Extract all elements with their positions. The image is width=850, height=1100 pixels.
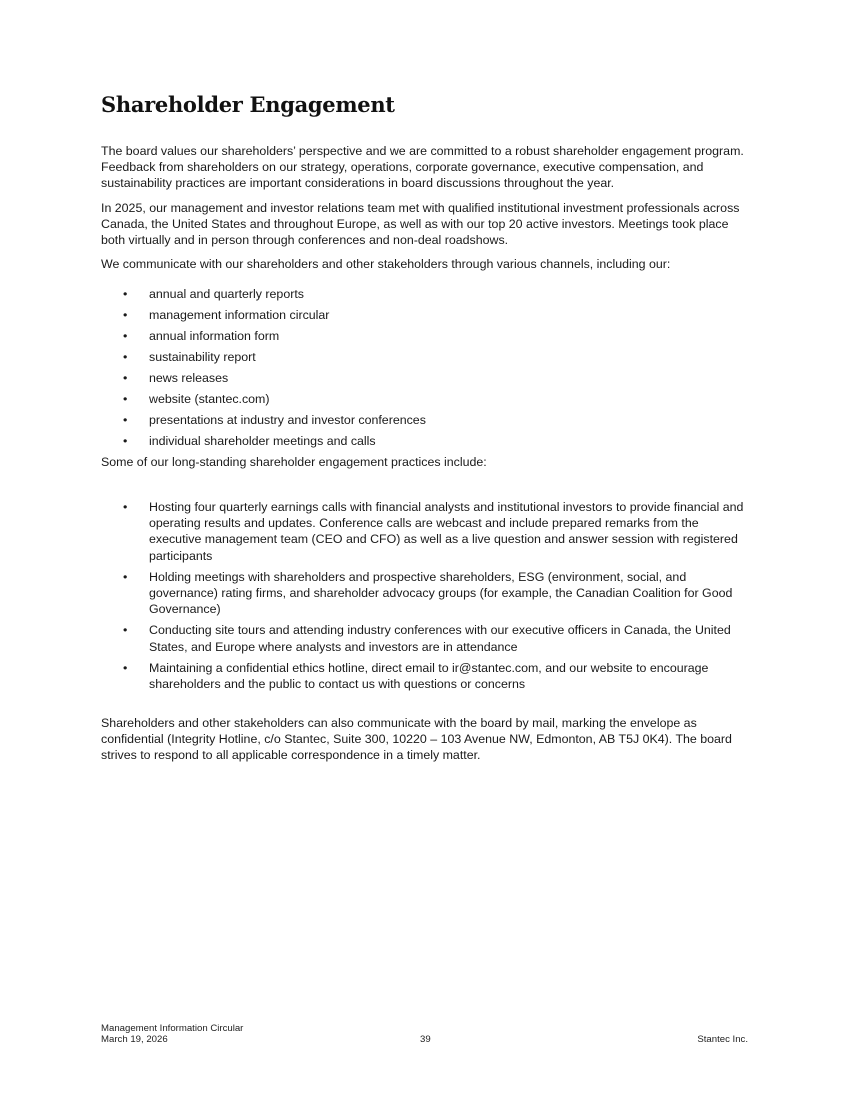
list-item: • annual and quarterly reports: [123, 287, 304, 301]
bullet-icon: •: [123, 434, 128, 448]
footer-document-name: Management Information Circular: [101, 1023, 244, 1034]
page-number: 39: [420, 1034, 431, 1045]
channels-list: [101, 286, 756, 454]
footer-date: March 19, 2026: [101, 1034, 168, 1045]
footer-company: Stantec Inc.: [697, 1034, 748, 1045]
bullet-icon: •: [123, 660, 128, 675]
list-item: • news releases: [123, 371, 229, 385]
list-item: • Holding meetings with shareholders and prospective shareholders, ESG (environment, social, and governance) rating firms, and shareholder advocacy groups (for example, the Canadian Coalition for Good Governance): [123, 569, 733, 617]
list-item: • website (stantec.com): [123, 392, 270, 406]
list-item: • individual shareholder meetings and calls: [123, 434, 376, 448]
footer-left: [101, 1023, 243, 1045]
list-item: • presentations at industry and investor conferences: [123, 413, 426, 427]
bullet-icon: •: [123, 371, 128, 385]
bullet-icon: •: [123, 500, 128, 514]
meetings-paragraph: In 2025, our management and investor relations team met with qualified institutional investment professionals across Canada, the United States and throughout Europe, as well as with our top 20 active investors. Meetings took place both virtually and in person through conferences and non-deal roadshows.: [101, 201, 740, 248]
list-item: • sustainability report: [123, 350, 256, 364]
channels-intro: We communicate with our shareholders and other stakeholders through various channels, including our:: [101, 257, 671, 271]
closing-paragraph: Shareholders and other stakeholders can also communicate with the board by mail, marking the envelope as confidential (Integrity Hotline, c/o Stantec, Suite 300, 10220 – 103 Avenue NW, Edmonton, AB T5J 0K4). The board strives to respond to all applicable correspondence in a timely matter.: [101, 716, 732, 763]
list-item: • Maintaining a confidential ethics hotline, direct email to ir@stantec.com, and our website to encourage shareholders and the public to contact us with questions or concerns: [123, 660, 709, 692]
bullet-icon: •: [123, 329, 128, 343]
practices-list: [101, 499, 753, 697]
bullet-icon: •: [123, 392, 128, 406]
page-title: Shareholder Engagement: [101, 92, 395, 117]
bullet-icon: •: [123, 350, 128, 364]
list-item: • annual information form: [123, 329, 280, 343]
bullet-icon: •: [123, 623, 128, 638]
list-item: • Hosting four quarterly earnings calls with financial analysts and institutional investors to provide financial and operating results and updates. Conference calls are webcast and include prepared remarks from the executive management team (CEO and CFO) as well as a live question and answer session with registered participants: [123, 500, 744, 563]
bullet-icon: •: [123, 287, 128, 301]
bullet-icon: •: [123, 413, 128, 427]
bullet-icon: •: [123, 569, 128, 584]
practices-intro: Some of our long-standing shareholder engagement practices include:: [101, 455, 487, 469]
list-item: • Conducting site tours and attending industry conferences with our executive officers in Canada, the United States, and Europe where analysts and investors are in attendance: [123, 623, 731, 654]
bullet-icon: •: [123, 308, 128, 322]
list-item: • management information circular: [123, 308, 330, 322]
intro-paragraph: The board values our shareholders’ perspective and we are committed to a robust shareholder engagement program. Feedback from shareholders on our strategy, operations, corporate governance, executive compensation, and sustainability practices are important considerations in board discussions throughout the year.: [101, 144, 744, 191]
